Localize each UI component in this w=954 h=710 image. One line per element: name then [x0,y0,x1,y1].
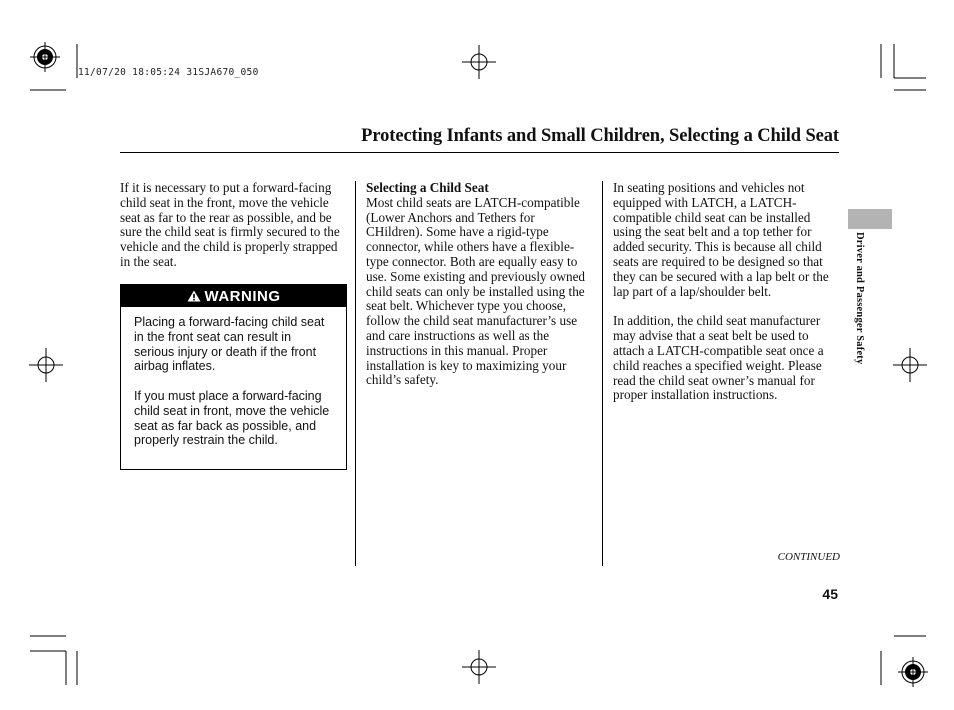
warning-icon [187,290,201,302]
section-tab-label: Driver and Passenger Safety [854,232,865,365]
warning-label: WARNING [204,287,281,305]
warning-paragraph: Placing a forward-facing child seat in the front seat can result in serious injury or death if the front airbag inflates. [134,315,325,374]
warning-paragraph: If you must place a forward-facing child seat in front, move the vehicle seat as far back as possible, and properly restrain the child. [134,388,330,448]
column-3-paragraph: In seating positions and vehicles not equipped with LATCH, a LATCH-compatible child seat can be installed using the seat belt and a top tether for added security. This is because all child seats are required to be designed so that they can be secured with a lap belt or the lap part of a lap/shoulder belt. [613,180,829,299]
column-divider [602,181,603,566]
page-title: Protecting Infants and Small Children, Selecting a Child Seat [361,126,839,146]
column-2-paragraph: Most child seats are LATCH-compatible (Lower Anchors and Tethers for CHildren). Some have a rigid-type connector, while others have a flexible-type connector. Both are equally easy to use. Some existing and previously owned child seats can only be installed using the seat belt. Whichever type you choose, follow the child seat manufacturer’s use and care instructions as well as the instructions in this manual. Proper installation is key to maximizing your child’s safety. [366,194,586,388]
column-divider [355,181,356,566]
column-1-paragraph: If it is necessary to put a forward-facing child seat in the front, move the vehicle seat as far to the rear as possible, and be sure the child seat is firmly secured to the vehicle and the child is properly strapped in the seat. [120,180,340,269]
page-number: 45 [822,586,838,602]
column-3 [613,181,841,403]
warning-box [120,284,347,470]
print-timestamp: 11/07/20 18:05:24 31SJA670_050 [78,67,259,78]
column-3-paragraph: In addition, the child seat manufacturer may advise that a seat belt be used to attach a LATCH-compatible seat once a child reaches a specified weight. Please read the child seat owner’s manual for proper installation instructions. [613,313,824,403]
section-tab [848,209,892,229]
warning-header [121,285,346,307]
column-1 [120,181,348,270]
column-2 [366,181,594,388]
warning-body [121,307,346,448]
section-heading: Selecting a Child Seat [366,180,489,195]
title-rule [120,152,839,153]
continued-label: CONTINUED [777,551,840,563]
